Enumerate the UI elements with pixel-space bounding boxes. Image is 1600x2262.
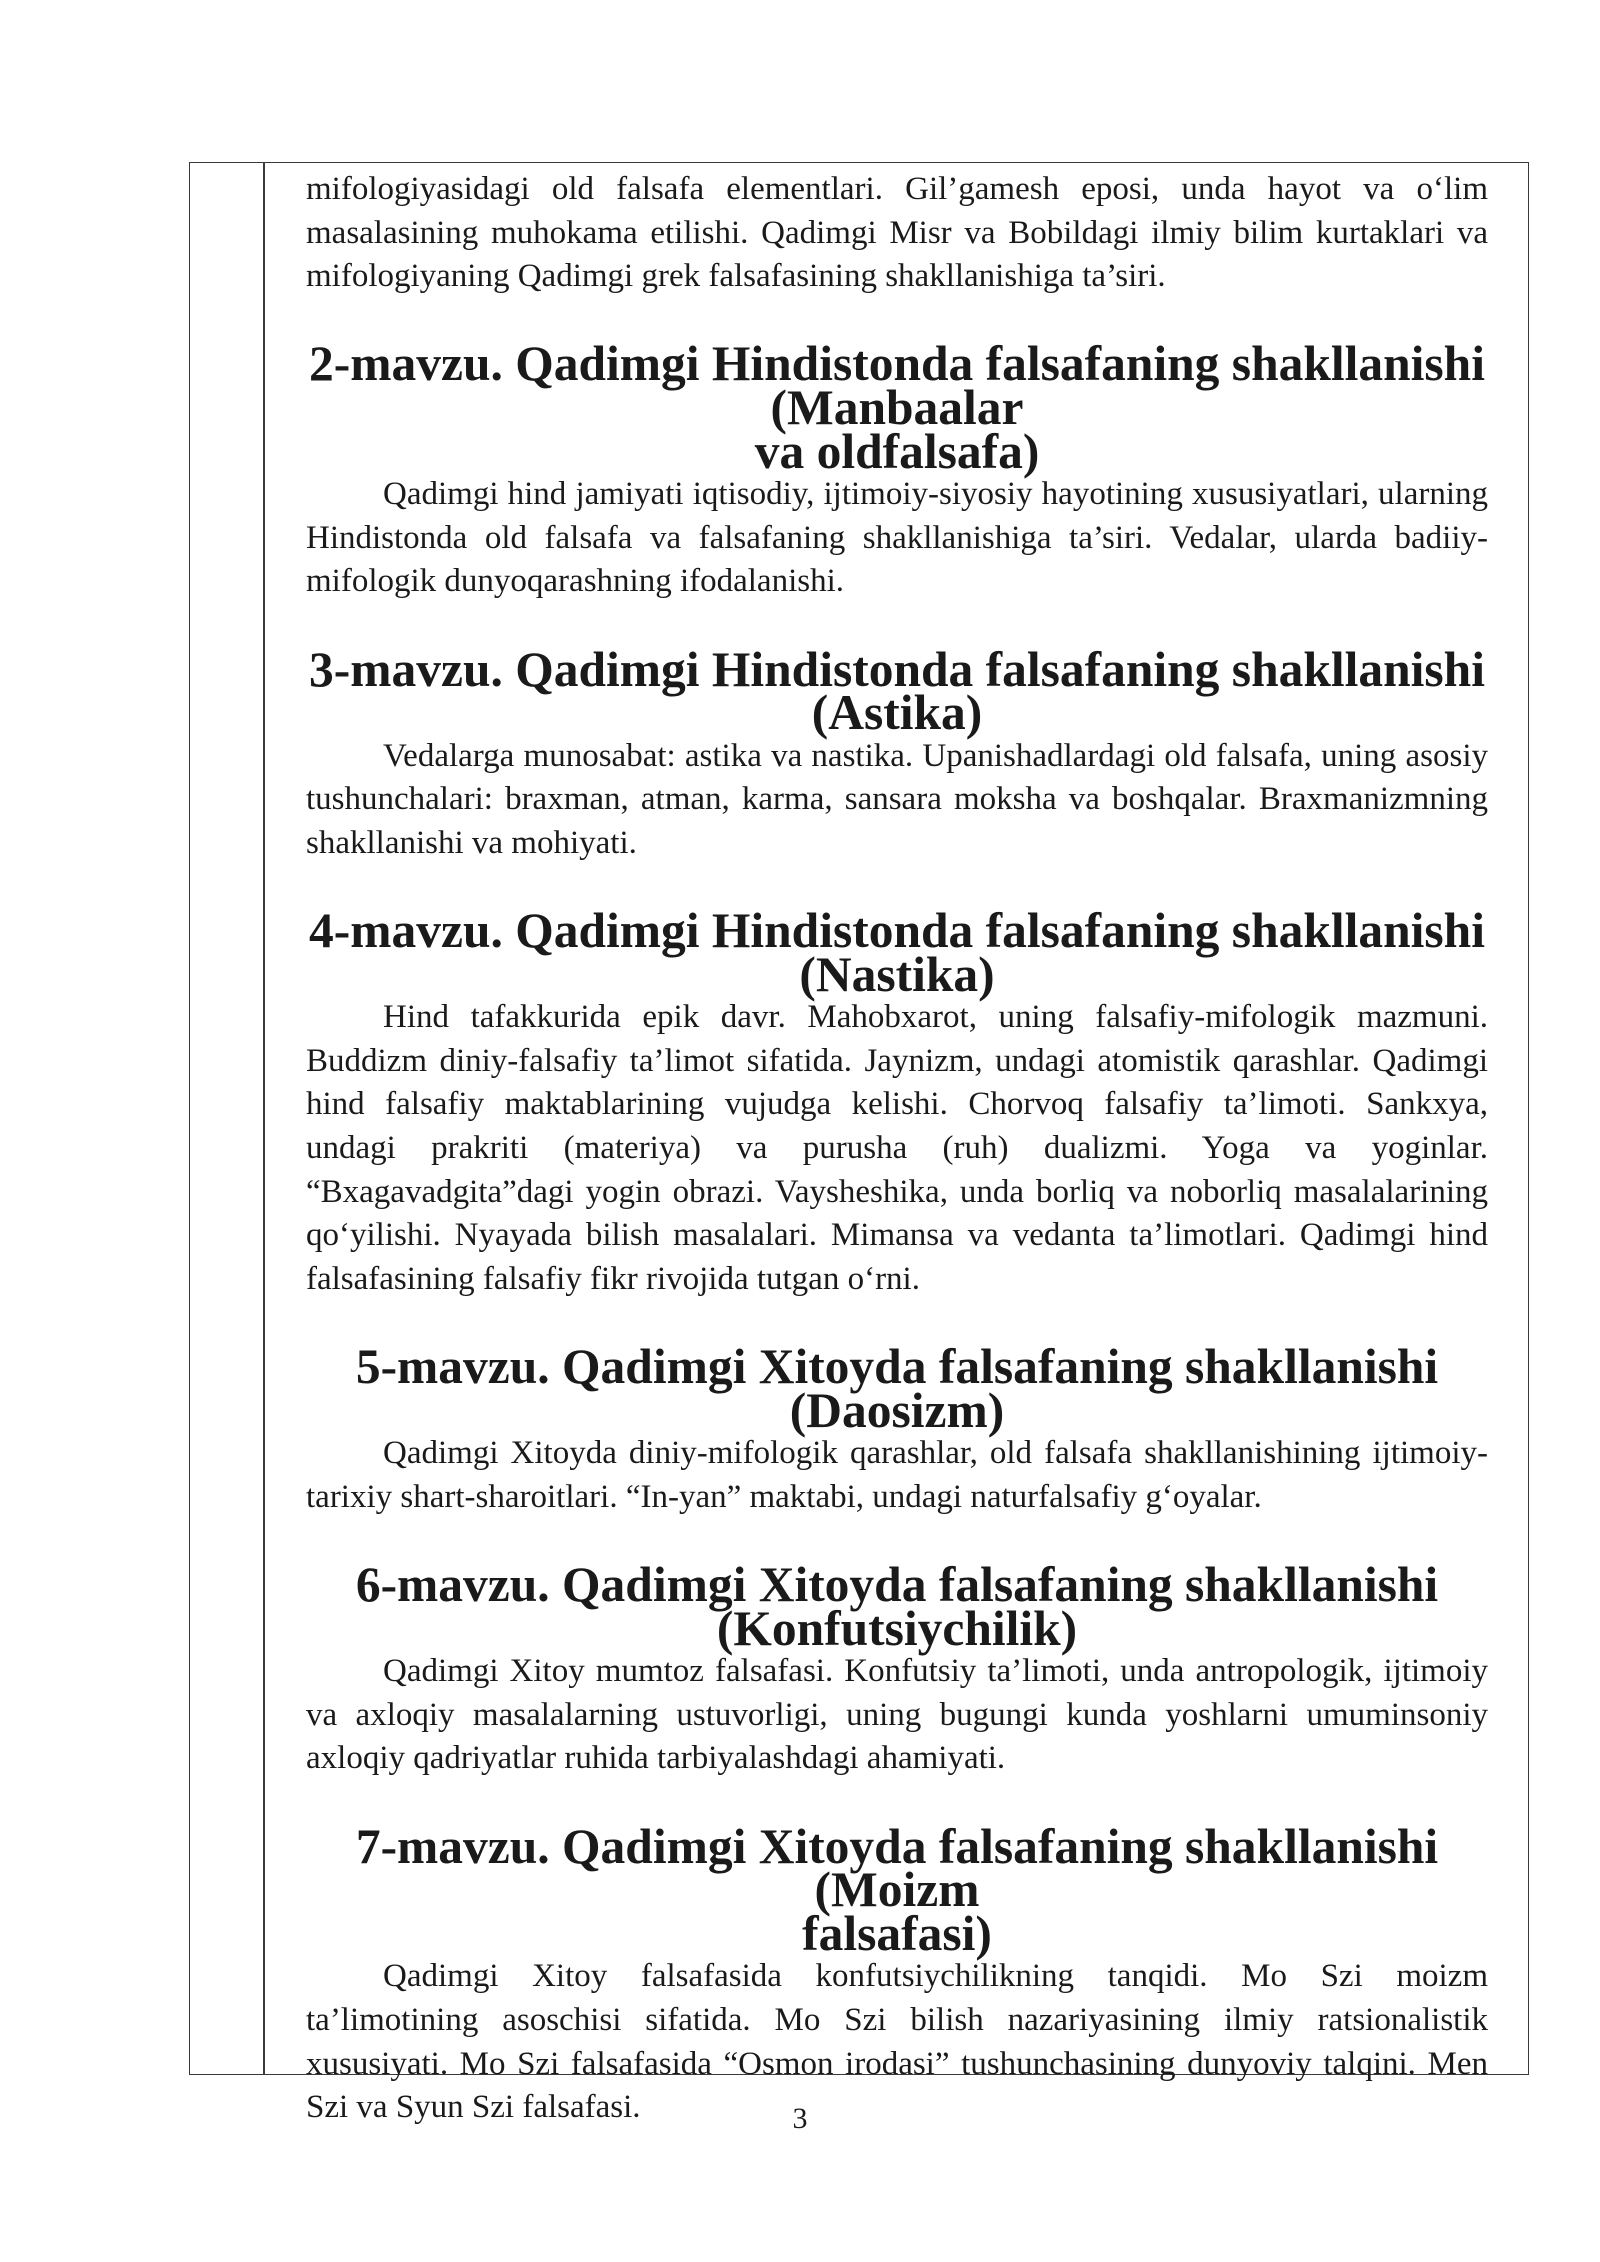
topic-title-line: 3-mavzu. Qadimgi Hindistonda falsafaning shakllanishi (Astika) (309, 641, 1485, 741)
page-number: 3 (792, 2102, 808, 2135)
topic-section (306, 1818, 1488, 2130)
topic-body: Qadimgi Xitoy falsafasida konfutsiychilikning tanqidi. Mo Szi moizm ta’limotining asoschisi sifatida. Mo Szi bilish nazariyasining ilmiy ratsionalistik xususiyati. Mo Szi falsafasida “Osmon irodasi” tushunchasining dunyoviy talqini. Men Szi va Syun Szi falsafasi. (306, 1958, 1488, 2126)
topic-section (306, 336, 1488, 604)
table-text-cell (306, 168, 1488, 2130)
topic-title-line: 4-mavzu. Qadimgi Hindistonda falsafaning shakllanishi (Nastika) (309, 903, 1485, 1002)
topic-body: Hind tafakkurida epik davr. Mahobxarot, uning falsafiy-mifologik mazmuni. Buddizm diniy-falsafiy ta’limot sifatida. Jaynizm, undagi atomistik qarashlar. Qadimgi hind falsafiy maktablarining vujudga kelishi. Chorvoq falsafiy ta’limoti. Sankxya, undagi prakriti (materiya) va purusha (ruh) dualizmi. Yoga va yoginlar. “Bxagavadgita”dagi yogin obrazi. Vaysheshika, unda borliq va noborliq masalalarining qo‘yilishi. Nyayada bilish masalalari. Mimansa va vedanta ta’limotlari. Qadimgi hind falsafasining falsafiy fikr rivojida tutgan o‘rni. (306, 999, 1488, 1297)
topic-title-line: 6-mavzu. Qadimgi Xitoyda falsafaning shakllanishi (355, 1557, 1439, 1612)
topic-title-line: (Konfutsiychilik) (716, 1600, 1078, 1656)
topic-title (306, 1557, 1488, 1656)
topic-body: Qadimgi hind jamiyati iqtisodiy, ijtimoiy-siyosiy hayotining xususiyatlari, ularning Hindistonda old falsafa va falsafaning shakllanishiga ta’siri. Vedalar, ularda badiiy-mifologik dunyoqarashning ifodalanishi. (306, 476, 1488, 600)
topic-title-line: 5-mavzu. Qadimgi Xitoyda falsafaning shakllanishi (Daosizm) (355, 1339, 1439, 1438)
topic-section (306, 1339, 1488, 1519)
topic-section (306, 903, 1488, 1301)
topic-title (306, 1339, 1488, 1438)
topic-body: Vedalarga munosabat: astika va nastika. Upanishadlardagi old falsafa, uning asosiy tushunchalari: braxman, atman, karma, sansara moksha va boshqalar. Braxmanizmning shakllanishi va mohiyati. (306, 737, 1488, 861)
topic-title-line: va oldfalsafa) (754, 423, 1040, 479)
topic-body: Qadimgi Xitoyda diniy-mifologik qarashlar, old falsafa shakllanishining ijtimoiy-tarixiy shart-sharoitlari. “In-yan” maktabi, undagi naturfalsafiy g‘oyalar. (306, 1435, 1488, 1515)
topic-title (306, 1818, 1488, 1961)
topic-title (306, 641, 1488, 741)
topic-section (306, 641, 1488, 866)
topic-title-line: falsafasi) (802, 1905, 992, 1961)
topic-title (306, 336, 1488, 479)
topic-title-line: 7-mavzu. Qadimgi Xitoyda falsafaning shakllanishi (Moizm (355, 1818, 1439, 1918)
topic-section (306, 1557, 1488, 1781)
topic-title-line: 2-mavzu. Qadimgi Hindistonda falsafaning shakllanishi (Manbaalar (309, 336, 1485, 435)
topic-body: Qadimgi Xitoy mumtoz falsafasi. Konfutsiy ta’limoti, unda antropologik, ijtimoiy va axloqiy masalalarning ustuvorligi, uning bugungi kunda yoshlarni umuminsoniy axloqiy qadriyatlar ruhida tarbiyalashdagi ahamiyati. (306, 1653, 1488, 1777)
topic-title (306, 903, 1488, 1002)
intro-paragraph: mifologiyasidagi old falsafa elementlari. Gil’gamesh eposi, unda hayot va o‘lim masalasining muhokama etilishi. Qadimgi Misr va Bobildagi ilmiy bilim kurtaklari va mifologiyaning Qadimgi grek falsafasining shakllanishiga ta’siri. (306, 171, 1488, 295)
table-column-divider (263, 162, 265, 2075)
